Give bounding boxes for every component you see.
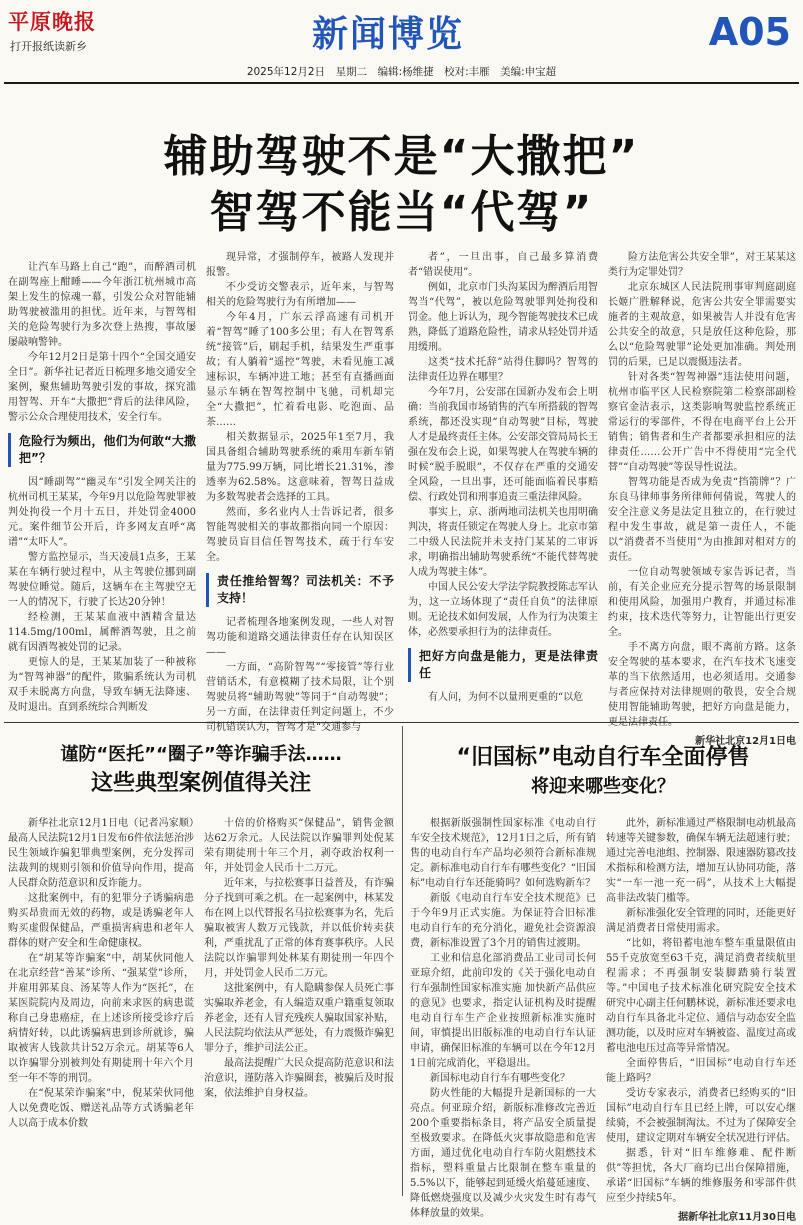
masthead xyxy=(0,0,803,78)
paragraph: 今年12月2日是第十四个“全国交通安全日”。新华社记者近日梳理多地交通安全案例，聚焦辅助驾驶引发的事故，探究滥用智驾、开车“大撒把”背后的法律风险，警示公众合理使用技术，安全行车。 xyxy=(8,352,196,423)
left-story-headline-line1: 谨防“医托”“圈子”等诈骗手法…… xyxy=(60,744,342,765)
paragraph: 险方法危害公共安全罪”，对王某某这类行为定罪处罚？ xyxy=(608,252,796,278)
paragraph: 工业和信息化部消费品工业司司长何亚琼介绍，此前印发的《关于强化电动自行车强制性国家标准实施 加快新产品供应的意见》也要求，指定认证机构及时提醒电动自行车生产企业按照新标准实施时间，审慎提出旧版标准的电动自行车认证申请，确保旧标准的车辆可以在今年12月1日前完成消化，平稳退出。 xyxy=(410,953,596,1069)
right-story-column-2 xyxy=(606,816,796,1223)
lead-subhead-3: 把好方向盘是能力，更是法律责任 xyxy=(408,648,598,682)
lead-column-2 xyxy=(206,250,394,733)
paragraph: 警方监控显示，当天凌晨1点多，王某某在车辆行驶过程中，从主驾驶位挪到副驾驶位睡觉。随后，这辆车在主驾驶空无一人的情况下，行驶了长达20分钟！ xyxy=(8,552,196,608)
paragraph: 全面停售后，“旧国标”电动自行车还能上路吗？ xyxy=(606,1058,796,1084)
paragraph: 十倍的价格购买“保健品”，销售金额达62万余元。人民法院以诈骗罪判处倪某荣有期徒刑十年三个月，剥夺政治权利一年，并处罚金人民币十二万元。 xyxy=(204,818,394,874)
paragraph: 中国人民公安大学法学院教授陈志军认为，这一立场体现了“责任自负”的法律原则。无论技术如何发展，人作为行为决策主体，必然要承担行为的法律责任。 xyxy=(408,582,598,638)
lead-col1-text xyxy=(8,260,196,425)
paragraph: 新国标电动自行车有哪些变化？ xyxy=(430,1073,570,1084)
lead-col2-text xyxy=(206,250,394,565)
lead-subhead-1: 危险行为频出，他们为何敢“大撒把”？ xyxy=(8,433,196,467)
paragraph: 防火性能的大幅提升是新国标的一大亮点。何亚琼介绍，新版标准修改完善近200个重要指标条目，将产品安全质量提至极致要求。在降低火灾事故隐患和危害方面，通过优化电动自行车防火阻燃技术指标，塑料重量占比限制在整车重量的5.5%以下，能够起到延缓火焰蔓延速度、降低燃烧强度以及减少火灾发生时有毒气体释放量的效果。 xyxy=(410,1088,596,1219)
paragraph: 让汽车马路上自己“跑”，而醉酒司机在副驾座上酣睡——今年浙江杭州城市高架上发生的惊魂一幕，引发公众对智能辅助驾驶被滥用的担忧。近年来，与智驾相关的危险驾驶行为多次登上热搜，事故屡屡敲响警钟。 xyxy=(8,262,196,348)
paragraph: 今年4月，广东云浮高速有司机开着“智驾”睡了100多公里；有人在智驾系统“接管”后，刷起手机，结果发生严重事故；有人躺着“遥控”驾驶，未看见施工减速标识，车辆冲进工地；甚至有直播画面显示车辆在智驾控制中飞驰，司机却完全“大撒把”，忙着看电影、吃泡面、品茶…… xyxy=(206,312,394,428)
right-story-byline: 据新华社北京11月30日电 xyxy=(678,1212,796,1223)
middle-rule xyxy=(4,722,799,723)
paragraph: 者”，一旦出事，自己最多算消费者“错误使用”。 xyxy=(408,252,598,278)
top-rule xyxy=(4,82,799,84)
right-story-headline-line1: “旧国标”电动自行车全面停售 xyxy=(456,745,750,770)
lead-column-1 xyxy=(8,260,196,713)
paragraph: 这批案例中，有人隐瞒参保人员死亡事实骗取养老金，有人编造双重户籍重复领取养老金，还有人冒充残疾人骗取国家补贴，人民法院均依法从严惩处，有力震慑诈骗犯罪分子，维护司法公正。 xyxy=(204,983,394,1054)
paragraph: 智驾功能是否成为免责“挡箭牌”？广东良马律师事务所律师何倩说，驾驶人的安全注意义务是法定且独立的，在行驶过程中发生事故，就是第一责任人，不能以“消费者不当使用”为由推卸对相对方的责任。 xyxy=(608,477,796,563)
paragraph: “比如，将铅蓄电池车整车重量限值由55千克放宽至63千克，满足消费者续航里程需求；不再强制安装脚踏骑行装置等。”中国电子技术标准化研究院安全技术研究中心副主任何鹏林说，新标准还要求电动自行车具备北斗定位、通信与动态安全监测功能，以及时应对车辆被盗、温度过高或蓄电池电压过高等异常情况。 xyxy=(606,938,796,1054)
paper-slogan: 打开报纸读新乡 xyxy=(10,40,87,53)
paragraph: 经检测，王某某血液中酒精含量达114.5mg/100ml，属醉酒驾驶，且之前就有因酒驾被处罚的记录。 xyxy=(8,612,196,653)
lead-col2b-text xyxy=(206,615,394,735)
lead-column-3 xyxy=(408,250,598,703)
paragraph: 记者梳理各地案例发现，一些人对智驾功能和道路交通法律责任存在认知误区—— xyxy=(206,617,394,658)
paragraph: 不少受访交警表示，近年来，与智驾相关的危险驾驶行为有所增加—— xyxy=(206,282,394,308)
lead-col4-text xyxy=(608,250,796,730)
paragraph: 手不离方向盘，眼不离前方路。这条安全驾驶的基本要求，在汽车技术飞速变革的当下依然适用，也必须适用。交通参与者应保持对法律规则的敬畏，安全合规使用智能辅助驾驶，把好方向盘是能力，更是法律责任。 xyxy=(608,642,796,728)
lead-headline-line2: 智驾不能当“代驾” xyxy=(209,187,594,238)
paragraph: 据悉，针对“旧车维修难、配件断供”等担忧，各大厂商均已出台保障措施，承诺“旧国标”车辆的维修服务和零部件供应至少持续5年。 xyxy=(606,1148,796,1204)
left-story-headline-line2: 这些典型案例值得关注 xyxy=(90,771,311,796)
paragraph: 新华社北京12月1日电（记者冯家顺）最高人民法院12月1日发布6件依法惩治涉民生领域诈骗犯罪典型案例，充分发挥司法裁判的规则引领和价值导向作用，提高人民群众防范意识和反诈能力。 xyxy=(8,818,194,889)
lead-col3b-text xyxy=(408,690,598,705)
lead-headline-line1: 辅助驾驶不是“大撒把” xyxy=(163,131,640,182)
paragraph: 一方面，“高阶智驾”“零接管”等行业营销话术，有意模糊了技术局限，让个别驾驶员将“辅助驾驶”等同于“自动驾驶”；另一方面，在法律责任判定问题上，不少司机错误认为，智驾才是“交通参与 xyxy=(206,662,394,733)
dateline: 2025年12月2日 星期二 编辑:杨维捷 校对:丰雁 美编:申宝超 xyxy=(246,66,557,78)
paragraph: 因“睡副驾”“幽灵车”引发全网关注的杭州司机王某某，今年9月以危险驾驶罪被判处拘役一个月十五日，并处罚金4000元。案件细节公开后，许多网友直呼“离谱”“太吓人”。 xyxy=(8,477,196,548)
paragraph: 然而，多名业内人士告诉记者，很多智能驾驶相关的事故都指向同一个原因：驾驶员盲目信任智驾技术，疏于行车安全。 xyxy=(206,507,394,563)
paragraph: 针对各类“智驾神器”违法使用问题，杭州市临平区人民检察院第二检察部副检察官金洁表示，这类影响驾驶监控系统正常运行的零部件，不得在电商平台上公开销售；销售者和生产者都要承担相应的法律责任……公开广告中不得使用“完全代替”“自动驾驶”等误导性说法。 xyxy=(608,372,796,473)
paragraph: 新标准强化安全管理的同时，还能更好满足消费者日常使用需求。 xyxy=(606,908,796,934)
lead-column-4 xyxy=(608,250,796,747)
paragraph: 今年7月，公安部在国新办发布会上明确：当前我国市场销售的汽车所搭载的智驾系统，都还没实现“自动驾驶”目标，驾驶人才是最终责任主体。公安部交管局局长王强在发布会上说，如果驾驶人在驾驶车辆的时候“脱手脱眼”，不仅存在严重的交通安全风险，一旦出事，还可能面临着民事赔偿、行政处罚和刑事追责三重法律风险。 xyxy=(408,387,598,503)
lead-col1b-text xyxy=(8,475,196,715)
paragraph: 此外，新标准通过严格限制电动机最高转速等关键参数，确保车辆无法超速行驶；通过完善电池组、控制器、限速器防篡改技术指标和检测方法，增加互认协同功能，落实“一车一池一充一码”，从技术上大幅提高非法改装门槛等。 xyxy=(606,818,796,904)
paragraph: 近年来，与拉松赛事日益普及，有诈骗分子找到可乘之机。在一起案例中，林某发布在网上以代替报名马拉松赛事为名，先后骗取被害人数万元钱款，并以低价转卖获利，严重扰乱了正常的体育赛事秩序。人民法院以诈骗罪判处林某有期徒刑一年四个月，并处罚金人民币二万元。 xyxy=(204,878,394,979)
paragraph: 在“倪某荣诈骗案”中，倪某荣伙同他人以免费吃饭、赠送礼品等方式诱骗老年人以高于成本价数 xyxy=(8,1088,194,1129)
paragraph: 受访专家表示，消费者已经购买的“旧国标”电动自行车且已经上牌，可以安心继续骑，不会被强制淘汰。不过为了保障安全使用，建议定期对车辆安全状况进行评估。 xyxy=(606,1088,796,1144)
lead-col3-text xyxy=(408,250,598,640)
paragraph: 相关数据显示，2025年1至7月，我国具备组合辅助驾驶系统的乘用车新车销量为775.99万辆，同比增长21.31%，渗透率为62.58%。这意味着，智驾日益成为多数驾驶者会选择的工具。 xyxy=(206,432,394,503)
paper-logo: 平原晚报 xyxy=(8,9,96,34)
section-title: 新闻博览 xyxy=(312,14,465,55)
lead-byline: 新华社北京12月1日电 xyxy=(695,736,796,747)
column-divider xyxy=(402,726,403,1196)
paragraph: 新版《电动自行车安全技术规范》已于今年9月正式实施。为保证符合旧标准电动自行车的充分消化，避免社会资源浪费，新标准设置了3个月的销售过渡期。 xyxy=(410,893,596,949)
paragraph: 在“胡某等诈骗案”中，胡某伙同他人在北京经营“善某”诊所、“强某堂”诊所，并雇用郭某良、汤某等人作为“医托”，在某医院院内及周边，向前来求医的病患谎称自己身患癌症，在上述诊所接受诊疗后病情好转，以此诱骗病患到诊所就诊，骗取被害人钱款共计52万余元。胡某等6人以诈骗罪分别被判处有期徒刑十年六个月至一年不等的刑罚。 xyxy=(8,953,194,1084)
paragraph: 一位自动驾驶领域专家告诉记者，当前，有关企业应充分提示智驾的场景限制和使用风险，加强用户教育，并通过标准约束，技术迭代等努力，让智能出行更安全。 xyxy=(608,567,796,638)
left-story-column-1 xyxy=(8,816,194,1131)
paragraph: 根据新版强制性国家标准《电动自行车安全技术规范》，12月1日之后，所有销售的电动自行车产品均必须符合新标准规定。新标准电动自行车有哪些变化？“旧国标”电动自行车还能骑吗？如何选购新车？ xyxy=(410,818,596,889)
right-story-column-1 xyxy=(410,816,596,1219)
right-story-headline-line2: 将迎来哪些变化？ xyxy=(531,776,675,797)
page-number: A05 xyxy=(708,10,791,54)
paragraph: 例如，北京市门头沟某因为醉酒后用智驾当“代驾”，被以危险驾驶罪判处拘役和罚金。他上诉认为，现今智能驾驶技术已成熟，降低了道路危险性，请求从轻处罚并适用缓刑。 xyxy=(408,282,598,353)
paragraph: 最高法提醒广大民众提高防范意识和法治意识，谨防落入诈骗圈套，被骗后及时报案，依法维护自身权益。 xyxy=(204,1058,394,1099)
lead-subhead-2: 责任推给智驾？司法机关：不予支持！ xyxy=(206,573,394,607)
paragraph: 现异常，才强制停车，被路人发现并报警。 xyxy=(206,252,394,278)
paragraph: 这批案例中，有的犯罪分子诱骗病患购买昂贵而无效的药物，或是诱骗老年人购买虚假保健品，严重损害病患和老年人群体的财产安全和生命健康权。 xyxy=(8,893,194,949)
paragraph: 这类“技术托辞”站得住脚吗？智驾的法律责任边界在哪里？ xyxy=(408,357,598,383)
paragraph: 更惊人的是，王某某加装了一种被称为“智驾神器”的配件，欺骗系统认为司机双手未脱离方向盘，导致车辆无法降速、及时退出。直到系统综合判断发 xyxy=(8,657,196,713)
paragraph: 事实上，京、浙两地司法机关也用明确判决，将责任锁定在驾驶人身上。北京市第二中级人民法院并未支持门某某的二审诉求，明确指出辅助驾驶系统“不能代替驾驶人成为驾驶主体”。 xyxy=(408,507,598,578)
paragraph: 北京东城区人民法院刑事审判庭副庭长姬广胜解释说，危害公共安全罪需要实施者的主观故意，如果被告人并没有危害公共安全的故意，只是放任这种危险，那么以“危险驾驶罪”论处更加准确。判处刑罚的后果，已足以震慑违法者。 xyxy=(608,282,796,368)
left-story-column-2 xyxy=(204,816,394,1101)
right-story-col2-text xyxy=(606,816,796,1206)
paragraph: 有人问，为何不以量刑更重的“以危 xyxy=(428,692,584,703)
